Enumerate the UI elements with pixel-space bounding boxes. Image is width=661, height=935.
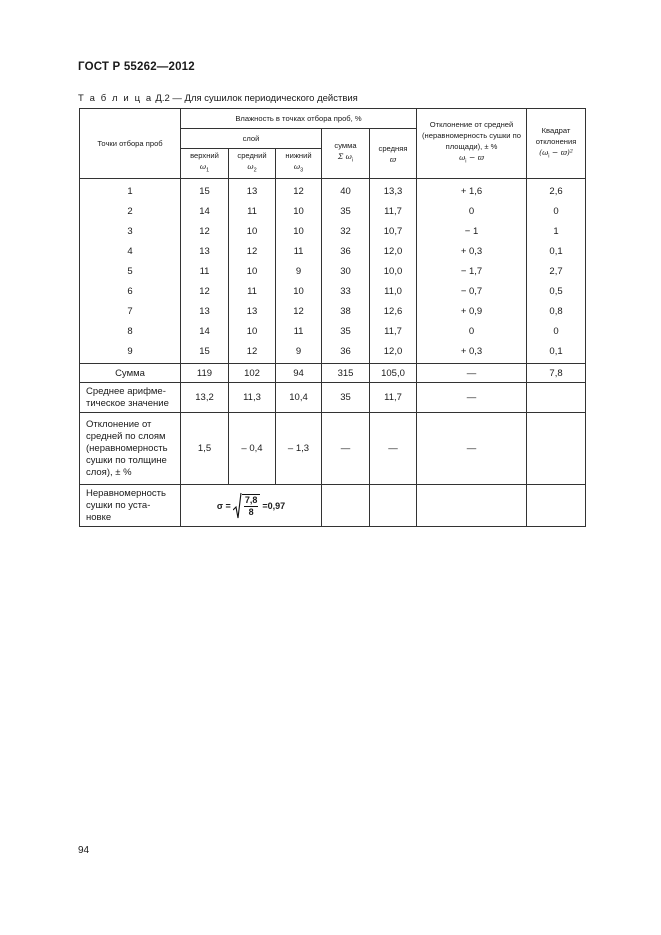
formula-rhs: =0,97 — [262, 500, 286, 511]
unevenness-label: Неравномерность сушки по уста- новке — [80, 485, 181, 527]
table-body — [80, 179, 586, 364]
table-row — [80, 321, 586, 341]
table-row — [80, 179, 586, 202]
cell-sum: 35 — [322, 321, 370, 341]
table-row — [80, 341, 586, 364]
layer-deviation-mean: — — [370, 413, 417, 485]
average-row — [80, 383, 586, 413]
cell-sum: 36 — [322, 341, 370, 364]
cell-sum: 38 — [322, 301, 370, 321]
total-middle: 102 — [229, 364, 276, 383]
layer-deviation-middle: – 0,4 — [229, 413, 276, 485]
cell-deviation: 0 — [417, 201, 527, 221]
cell-middle: 12 — [229, 241, 276, 261]
unevenness-square — [527, 485, 586, 527]
unevenness-mean — [370, 485, 417, 527]
table-row — [80, 281, 586, 301]
formula-lhs: σ = — [216, 500, 231, 511]
cell-mean: 10,0 — [370, 261, 417, 281]
average-square — [527, 383, 586, 413]
cell-middle: 11 — [229, 281, 276, 301]
cell-upper: 13 — [181, 301, 229, 321]
cell-upper: 12 — [181, 281, 229, 301]
table-row — [80, 261, 586, 281]
data-table — [79, 108, 586, 527]
cell-sum: 30 — [322, 261, 370, 281]
cell-point: 6 — [80, 281, 181, 301]
cell-lower: 10 — [276, 221, 322, 241]
cell-lower: 10 — [276, 201, 322, 221]
layer-deviation-row — [80, 413, 586, 485]
total-square: 7,8 — [527, 364, 586, 383]
unevenness-sum — [322, 485, 370, 527]
header-middle: средний $\omega_2$ — [229, 149, 276, 179]
cell-middle: 12 — [229, 341, 276, 364]
cell-point: 8 — [80, 321, 181, 341]
total-label: Сумма — [80, 364, 181, 383]
layer-deviation-square — [527, 413, 586, 485]
cell-square: 2,6 — [527, 179, 586, 202]
cell-mean: 10,7 — [370, 221, 417, 241]
document-standard-number: ГОСТ Р 55262—2012 — [78, 61, 195, 73]
table-row — [80, 221, 586, 241]
header-layer: слой — [181, 129, 322, 149]
average-sum: 35 — [322, 383, 370, 413]
total-lower: 94 — [276, 364, 322, 383]
table-row — [80, 201, 586, 221]
cell-point: 1 — [80, 179, 181, 202]
cell-upper: 14 — [181, 201, 229, 221]
cell-square: 0,5 — [527, 281, 586, 301]
cell-lower: 9 — [276, 261, 322, 281]
formula-numerator: 7,8 — [244, 494, 258, 505]
cell-upper: 13 — [181, 241, 229, 261]
formula-fraction — [242, 494, 261, 518]
cell-lower: 11 — [276, 321, 322, 341]
header-upper: верхний $\omega_1$ — [181, 149, 229, 179]
table-row — [80, 241, 586, 261]
total-row — [80, 364, 586, 383]
average-lower: 10,4 — [276, 383, 322, 413]
cell-sum: 35 — [322, 201, 370, 221]
cell-mean: 12,0 — [370, 241, 417, 261]
cell-sum: 32 — [322, 221, 370, 241]
cell-square: 0,1 — [527, 341, 586, 364]
cell-upper: 15 — [181, 179, 229, 202]
page-number: 94 — [78, 845, 90, 856]
cell-mean: 11,7 — [370, 321, 417, 341]
cell-upper: 14 — [181, 321, 229, 341]
cell-point: 7 — [80, 301, 181, 321]
unevenness-formula — [217, 492, 285, 520]
cell-point: 5 — [80, 261, 181, 281]
cell-deviation: − 1,7 — [417, 261, 527, 281]
cell-lower: 11 — [276, 241, 322, 261]
total-deviation: — — [417, 364, 527, 383]
layer-deviation-lower: – 1,3 — [276, 413, 322, 485]
cell-mean: 12,6 — [370, 301, 417, 321]
table-row — [80, 301, 586, 321]
header-deviation — [417, 109, 527, 179]
unevenness-row — [80, 485, 586, 527]
cell-lower: 12 — [276, 179, 322, 202]
layer-deviation-deviation: — — [417, 413, 527, 485]
header-points: Точки отбора проб — [80, 109, 181, 179]
total-upper: 119 — [181, 364, 229, 383]
average-middle: 11,3 — [229, 383, 276, 413]
cell-point: 2 — [80, 201, 181, 221]
layer-deviation-label: Отклонение от средней по слоям (неравномерность сушки по толщине слоя), ± % — [80, 413, 181, 485]
header-moisture: Влажность в точках отбора проб, % — [181, 109, 417, 129]
table-summary — [80, 364, 586, 527]
header-square — [527, 109, 586, 179]
cell-lower: 9 — [276, 341, 322, 364]
header-mean: средняя ϖ — [370, 129, 417, 179]
total-mean: 105,0 — [370, 364, 417, 383]
cell-mean: 12,0 — [370, 341, 417, 364]
cell-mean: 13,3 — [370, 179, 417, 202]
cell-middle: 13 — [229, 301, 276, 321]
cell-square: 0 — [527, 321, 586, 341]
header-deviation-formula: $\omega_i - ϖ$ — [459, 153, 484, 165]
caption-prefix: Т а б л и ц а — [78, 93, 153, 104]
cell-deviation: + 0,3 — [417, 341, 527, 364]
cell-lower: 12 — [276, 301, 322, 321]
cell-sum: 33 — [322, 281, 370, 301]
cell-middle: 10 — [229, 261, 276, 281]
cell-middle: 13 — [229, 179, 276, 202]
unevenness-deviation — [417, 485, 527, 527]
cell-point: 4 — [80, 241, 181, 261]
cell-square: 0,1 — [527, 241, 586, 261]
square-root-icon — [233, 492, 242, 520]
cell-square: 0 — [527, 201, 586, 221]
cell-deviation: + 1,6 — [417, 179, 527, 202]
cell-deviation: + 0,9 — [417, 301, 527, 321]
header-square-text: Квадрат отклонения — [535, 125, 577, 146]
average-mean: 11,7 — [370, 383, 417, 413]
cell-deviation: − 1 — [417, 221, 527, 241]
table-head — [80, 109, 586, 179]
cell-sum: 36 — [322, 241, 370, 261]
cell-lower: 10 — [276, 281, 322, 301]
cell-deviation: + 0,3 — [417, 241, 527, 261]
table-caption — [78, 93, 358, 104]
cell-square: 0,8 — [527, 301, 586, 321]
cell-middle: 10 — [229, 321, 276, 341]
average-label: Среднее арифме- тическое значение — [80, 383, 181, 413]
average-deviation: — — [417, 383, 527, 413]
cell-point: 9 — [80, 341, 181, 364]
cell-upper: 12 — [181, 221, 229, 241]
header-sum: сумма Σ $\omega_i$ — [322, 129, 370, 179]
total-sum: 315 — [322, 364, 370, 383]
cell-middle: 11 — [229, 201, 276, 221]
header-square-formula: $(\omega_i - ϖ)^2$ — [539, 147, 573, 160]
caption-text: Д.2 — Для сушилок периодического действия — [152, 93, 358, 104]
cell-mean: 11,0 — [370, 281, 417, 301]
cell-mean: 11,7 — [370, 201, 417, 221]
cell-point: 3 — [80, 221, 181, 241]
cell-middle: 10 — [229, 221, 276, 241]
cell-deviation: 0 — [417, 321, 527, 341]
header-deviation-text: Отклонение от средней (неравномерность сушки по площади), ± % — [422, 120, 521, 152]
cell-square: 2,7 — [527, 261, 586, 281]
header-lower: нижний $\omega_3$ — [276, 149, 322, 179]
cell-sum: 40 — [322, 179, 370, 202]
cell-upper: 15 — [181, 341, 229, 364]
formula-denominator: 8 — [248, 506, 254, 517]
cell-square: 1 — [527, 221, 586, 241]
layer-deviation-sum: — — [322, 413, 370, 485]
cell-deviation: − 0,7 — [417, 281, 527, 301]
unevenness-formula-cell — [181, 485, 322, 527]
cell-upper: 11 — [181, 261, 229, 281]
layer-deviation-upper: 1,5 — [181, 413, 229, 485]
average-upper: 13,2 — [181, 383, 229, 413]
